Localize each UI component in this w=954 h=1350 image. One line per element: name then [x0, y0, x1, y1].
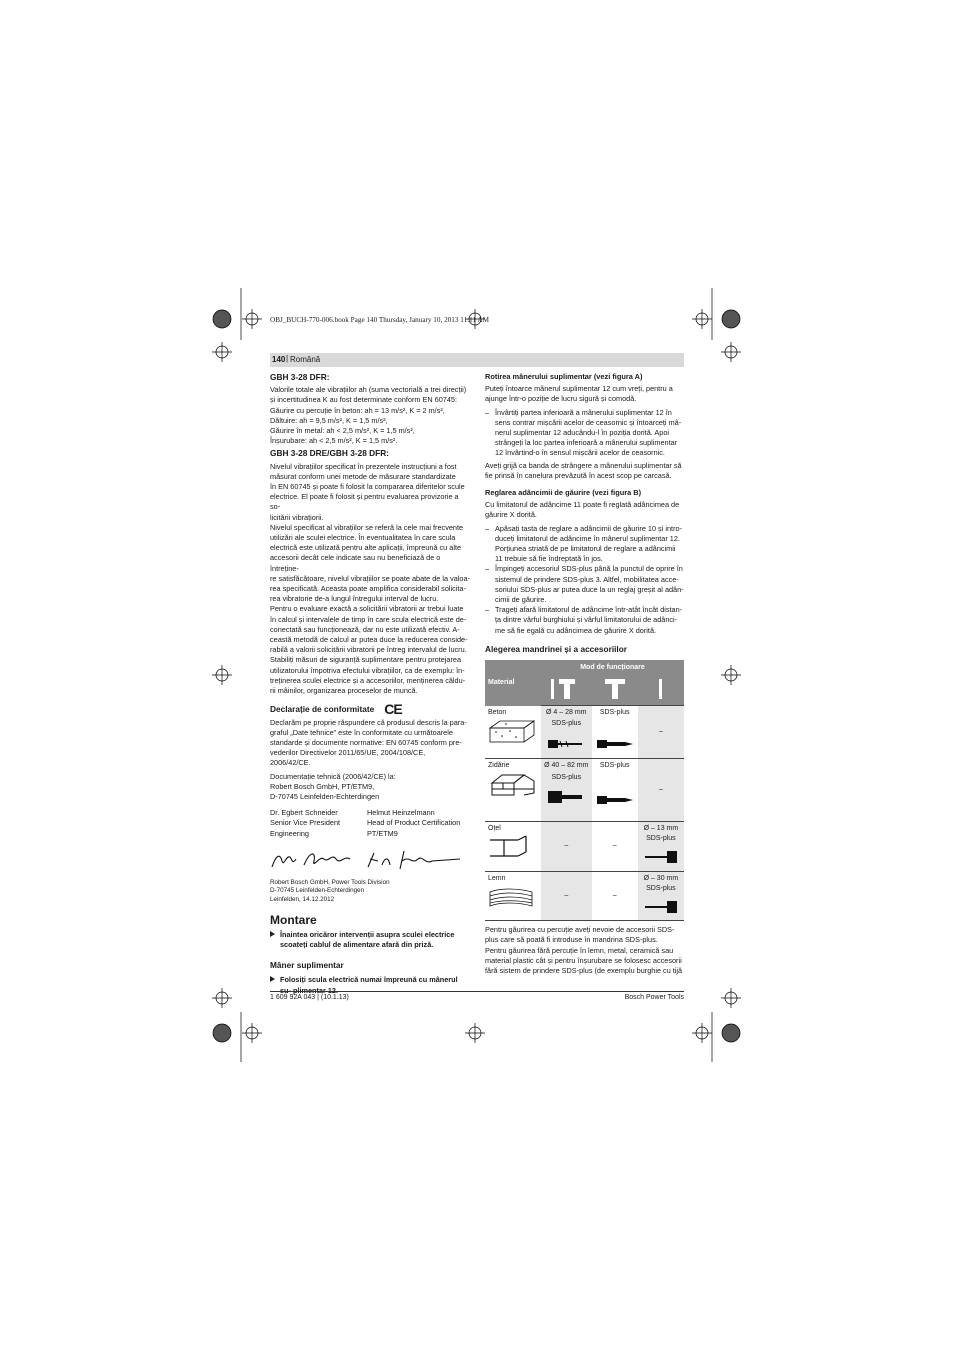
sds-drill-bit-icon [546, 737, 586, 751]
col-material: Material [485, 660, 541, 706]
footer-docnum: 1 609 92A 043 | (10.1.13) [270, 994, 349, 1001]
signatory-left: Dr. Egbert Schneider Senior Vice President Engineering [270, 808, 341, 838]
core-cutter-icon [546, 789, 586, 805]
header-bar [270, 353, 684, 367]
depth-step-3: – Trageți afară limitatorul de adâncime într-atât încât distan- ța dintre vârful burghiului și vârful limitatorului de adânci- me să fie egală cu adâncimea de găurire X dorită. [485, 605, 683, 635]
row-lemn: Lemn – – Ø – 30 mm SDS-plus [485, 871, 684, 921]
metal-drill-chuck-icon [641, 850, 681, 864]
header-separator: | [286, 354, 289, 363]
header-language: Română [290, 355, 321, 364]
signatures [270, 845, 470, 875]
depth-step-1: – Apăsați tasta de reglare a adâncimii de găurire 10 și intro- duceți limitatorul de adâncime în mânerul suplimentar 12. Porțiunea striată de pe limitatorul de reglare a adâncimii 11 trebuie să fie îndreptată în jos. [485, 523, 682, 564]
warning-montare: Înaintea oricăror intervenții asupra sculei electrice scoateți cablul de alimentare afară din priză. [270, 930, 470, 950]
tech-doc-text: Documentație tehnică (2006/42/CE) la: Robert Bosch GmbH, PT/ETM9, D-70745 Leinfelden-Echterdingen [270, 771, 396, 801]
row-beton: Beton Ø 4 – 28 mm SDS-plus SDS-plus – [485, 706, 684, 759]
steel-beam-icon [488, 834, 538, 860]
ce-mark: CE [384, 701, 402, 718]
chisel-bit-icon [595, 737, 635, 751]
footer-rule [270, 991, 684, 992]
declaration-text: Declarăm pe proprie răspundere că produsul descris la para- graful „Date tehnice” este în conformitate cu următoarele standarde și documente normative: EN 60745 conform pre- vederilor Directivelor 2011/65/UE, 2004/108/CE, 2006/42/CE. [270, 717, 467, 768]
dre-text: Nivelul vibrațiilor specificat în prezentele instrucțiuni a fost măsurat conform unei metode de măsurare standardizate în EN 60745 și poate fi folosit la compararea diferitelor scule electrice. El poate fi folosit și pentru evaluarea provizorie a so- licitării vibrațiorii. Nivelul specificat al vibrațiilor se referă la cele mai frecvente utilizări ale sculei electrice. În eventualitatea în care scula electrică este utilizată pentru alte aplicații, împreună cu alte accesorii decât cele indicate sau nu beneficiază de o întreține- re satisfăcătoare, nivelul vibrațiilor se poate abate de la valoa- rea specificată. Aceasta poate amplifica considerabil solicita- rea vibratorie de-a lungul întregului interval de lucru. Pentru o evaluare exactă a solicitării vibratorii ar trebui luate în calcul și intervalele de timp în care scula electrică este de- conectată sau funcționează, dar nu este utilizată efectiv. A- ceastă metodă de calcul ar putea duce la reducerea conside- rabilă a valorii solicitării vibratorii pe întreg intervalul de lucru. Stabiliți măsuri de siguranță suplimentare pentru protejarea utilizatorului împotriva efectului vibrațiilor, ca de exemplu: în- treținerea sculei electrice și a accesoriilor, menținerea căldu- rii mâinilor, organizarea proceselor de muncă. [270, 461, 470, 696]
col-mode: Mod de funcționare [541, 660, 684, 675]
bricks-icon [488, 771, 538, 797]
heading-declaration: Declarație de conformitate [270, 704, 375, 715]
concrete-block-icon [488, 718, 538, 744]
row-zidarie: Zidărie Ø 40 – 82 mm SDS-plus SDS-plus – [485, 758, 684, 821]
address-block: Robert Bosch GmbH, Power Tools Division D-70745 Leinfelden-Echterdingen Leinfelden, 14.12.2012 [270, 878, 390, 903]
wood-stack-icon [488, 884, 538, 910]
accessories-table [485, 660, 684, 921]
warning-maner: Folosiți scula electrică numai împreună cu mânerul su- plimentar 12. [270, 975, 470, 995]
mode-drill-icon [638, 675, 684, 706]
mode-chisel-icon [592, 675, 638, 706]
heading-rotire: Rotirea mânerului suplimentar (vezi figura A) [485, 372, 643, 381]
triangle-bullet-icon [270, 976, 275, 982]
footer-brand: Bosch Power Tools [624, 994, 684, 1001]
file-slug: OBJ_BUCH-770-006.book Page 140 Thursday, January 10, 2013 11:11 AM [270, 316, 490, 324]
row-otel: Oțel – – Ø – 13 mm SDS-plus [485, 821, 684, 871]
triangle-bullet-icon [270, 931, 275, 937]
rot-step: – Învârtiți partea inferioară a mânerului suplimentar 12 în sens contrar mișcării acelor de ceasornic și întoarceți mâ- nerul suplimentar 12 aducându-l în poziția dorită. Apoi strângeți la loc partea inferioară a mânerului suplimentar 12 învârtind-o în sensul mișcării acelor de ceasornic. [485, 407, 682, 458]
chisel-bit-icon [595, 793, 635, 807]
sds-note: Pentru găurirea cu percuție aveți nevoie de accesorii SDS- plus care să poată fi introduse în mandrina SDS-plus. Pentru găurirea fără percuție în lemn, metal, ceramică sau material plastic cât și pentru înșurubare se folosesc accesorii fără sistem de prindere SDS-plus (de exemplu burghie cu tijă [485, 925, 683, 976]
mode-hammer-drill-icon [541, 675, 592, 706]
dfr-text: Valorile totale ale vibrațiilor ah (suma vectorială a trei direcții) și incertitudinea K au fost determinate conform EN 60745: Găurire cu percuție în beton: ah = 13 m/s², K = 2 m/s², Dăltuire: ah = 9,5 m/s², K = 1,5 m/s², Găurire în metal: ah < 2,5 m/s², K = 1,5 m/s², Înșurubare: ah < 2,5 m/s², K = 1,5 m/s². [270, 385, 467, 446]
depth-step-2: – Împingeți accesoriul SDS-plus până la punctul de oprire în sistemul de prindere SDS-plus 3. Altfel, mobilitatea acce- soriului SDS-plus ar putea duce la un reglaj greșit al adân- cimii de găurire. [485, 564, 684, 605]
heading-adancime: Reglarea adâncimii de găurire (vezi figura B) [485, 488, 642, 498]
left-column [270, 372, 470, 996]
signatories [270, 808, 470, 839]
heading-montare: Montare [270, 912, 317, 927]
page-number: 140 [272, 355, 286, 364]
signatory-right: Helmut Heinzelmann Head of Product Certification PT/ETM9 [367, 808, 461, 838]
heading-dre: GBH 3-28 DRE/GBH 3-28 DFR: [270, 448, 389, 459]
heading-maner: Mâner suplimentar [270, 960, 344, 971]
heading-alegerea: Alegerea mandrinei și a accesoriilor [485, 643, 628, 654]
right-column: Rotirea mânerului suplimentar (vezi figura A) Puteți întoarce mânerul suplimentar 12 cum vreți, pentru a ajunge într-o poziție de lucru sigură și comodă. – Învârtiți partea inferioară a mânerului suplimentar 12 în sens contrar mișcării acelor de ceasornic și întoarceți mâ- nerul suplimentar 12 aducându-l în poziția dorită. Apoi strângeți la loc partea inferioară a mânerului suplimentar 12 învârtind-o în sensul mișcării acelor de ceasornic. Aveți grijă ca banda de strângere a mânerului suplimentar să fie prinsă în canelura prevăzută în acest scop pe carcasă. Reglarea adâncimii de găurire (vezi figura B) Cu limitatorul de adâncime 11 poate fi reglată adâncimea de găurire X dorită. – Apăsați tasta de reglare a adâncimii de găurire 10 și intro- duceți limitatorul de adâncime în mânerul suplimentar 12. Porțiunea striată de pe limitatorul de reglare a adâncimii 11 trebuie să fie îndreptată în jos. – Împingeți accesoriul SDS-plus până la punctul de oprire în sistemul de prindere SDS-plus 3. Altfel, mobilitatea acce- soriului SDS-plus ar putea duce la un reglaj greșit al adân- cimii de găurire. – Trageți afară limitatorul de adâncime într-atât încât distan- ța dintre vârful burghiului și vârful limitatorului de adânci- me să fie egală cu adâncimea de găurire X dorită. Alegerea mandrinei și a accesoriilor Material Mod de funcționare Beton Ø 4 – 28 mm SDS-plus SDS-plus – Zidărie Ø 40 – 82 mm SDS-plus SDS-plus – Oțel – – Ø – 13 mm SDS-plus Lemn – – Ø – 30 mm SDS-plus Pentru găurirea cu percuție aveți nevoie de accesorii SDS- plus care să poată fi introduse în mandrina SDS-plus. Pentru găurirea fără percuție în lemn, metal, ceramică sau material plastic cât și pentru înșurubare se folosesc accesorii fără sistem de prindere SDS-plus (de exemplu burghie cu tijă [485, 372, 684, 976]
heading-dfr: GBH 3-28 DFR: [270, 372, 330, 382]
wood-drill-chuck-icon [641, 900, 681, 914]
